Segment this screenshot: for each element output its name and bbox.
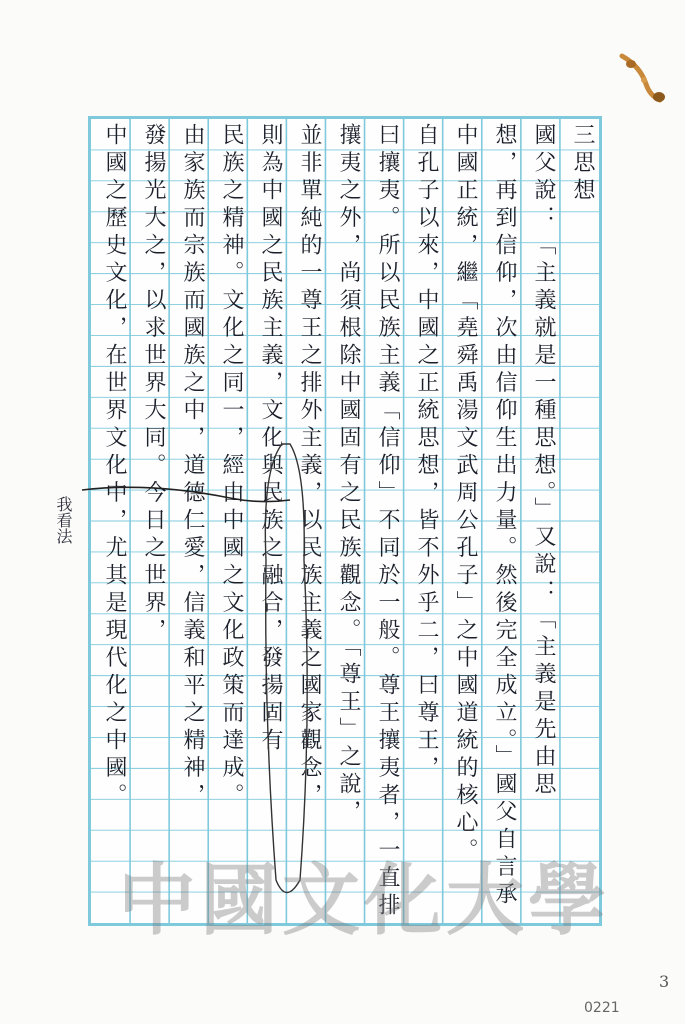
text-column-2: 國父說：「主義就是一種思想。」又說：「主義是先由思 — [531, 123, 556, 800]
text-column-7: 攘夷之外，尚須根除中國固有之民族觀念。「尊王」之說， — [336, 123, 361, 827]
text-column-11: 由家族而宗族而國族之中，道德仁愛，信義和平之精神， — [180, 123, 205, 811]
text-column-6: 曰攘夷。所以民族主義「信仰」不同於一般。尊王攘夷者，一直排 — [375, 123, 400, 921]
annotation-bracket — [265, 444, 307, 893]
text-column-13: 中國之歷史文化，在世界文化中，尤其是現代化之中國。 — [102, 123, 127, 811]
text-column-1: 三思想 — [570, 123, 595, 206]
text-column-8: 並非單純的一尊王之排外主義，以民族主義之國家觀念， — [297, 123, 322, 811]
text-column-10: 民族之精神。文化之同一，經由中國之文化政策而達成。 — [219, 123, 244, 811]
watermark: 中國文化大學 — [118, 856, 611, 946]
annotation-stroke — [82, 487, 290, 501]
text-column-5: 自孔子以來，中國之正統思想，皆不外乎二，曰尊王， — [414, 123, 439, 783]
archive-number: 0221 — [584, 1000, 620, 1016]
margin-note: 我看法 — [54, 496, 73, 544]
page-number: 3 — [659, 972, 670, 991]
text-column-3: 想，再到信仰，次由信仰生出力量。然後完全成立。」國父自言承 — [492, 123, 517, 910]
text-column-4: 中國正統，繼「堯舜禹湯文武周公孔子」之中國道統的核心。 — [453, 123, 478, 866]
text-column-12: 發揚光大之，以求世界大同。今日之世界， — [141, 123, 166, 646]
text-column-9: 則為中國之民族主義，文化與民族之融合，發揚固有 — [258, 123, 283, 756]
